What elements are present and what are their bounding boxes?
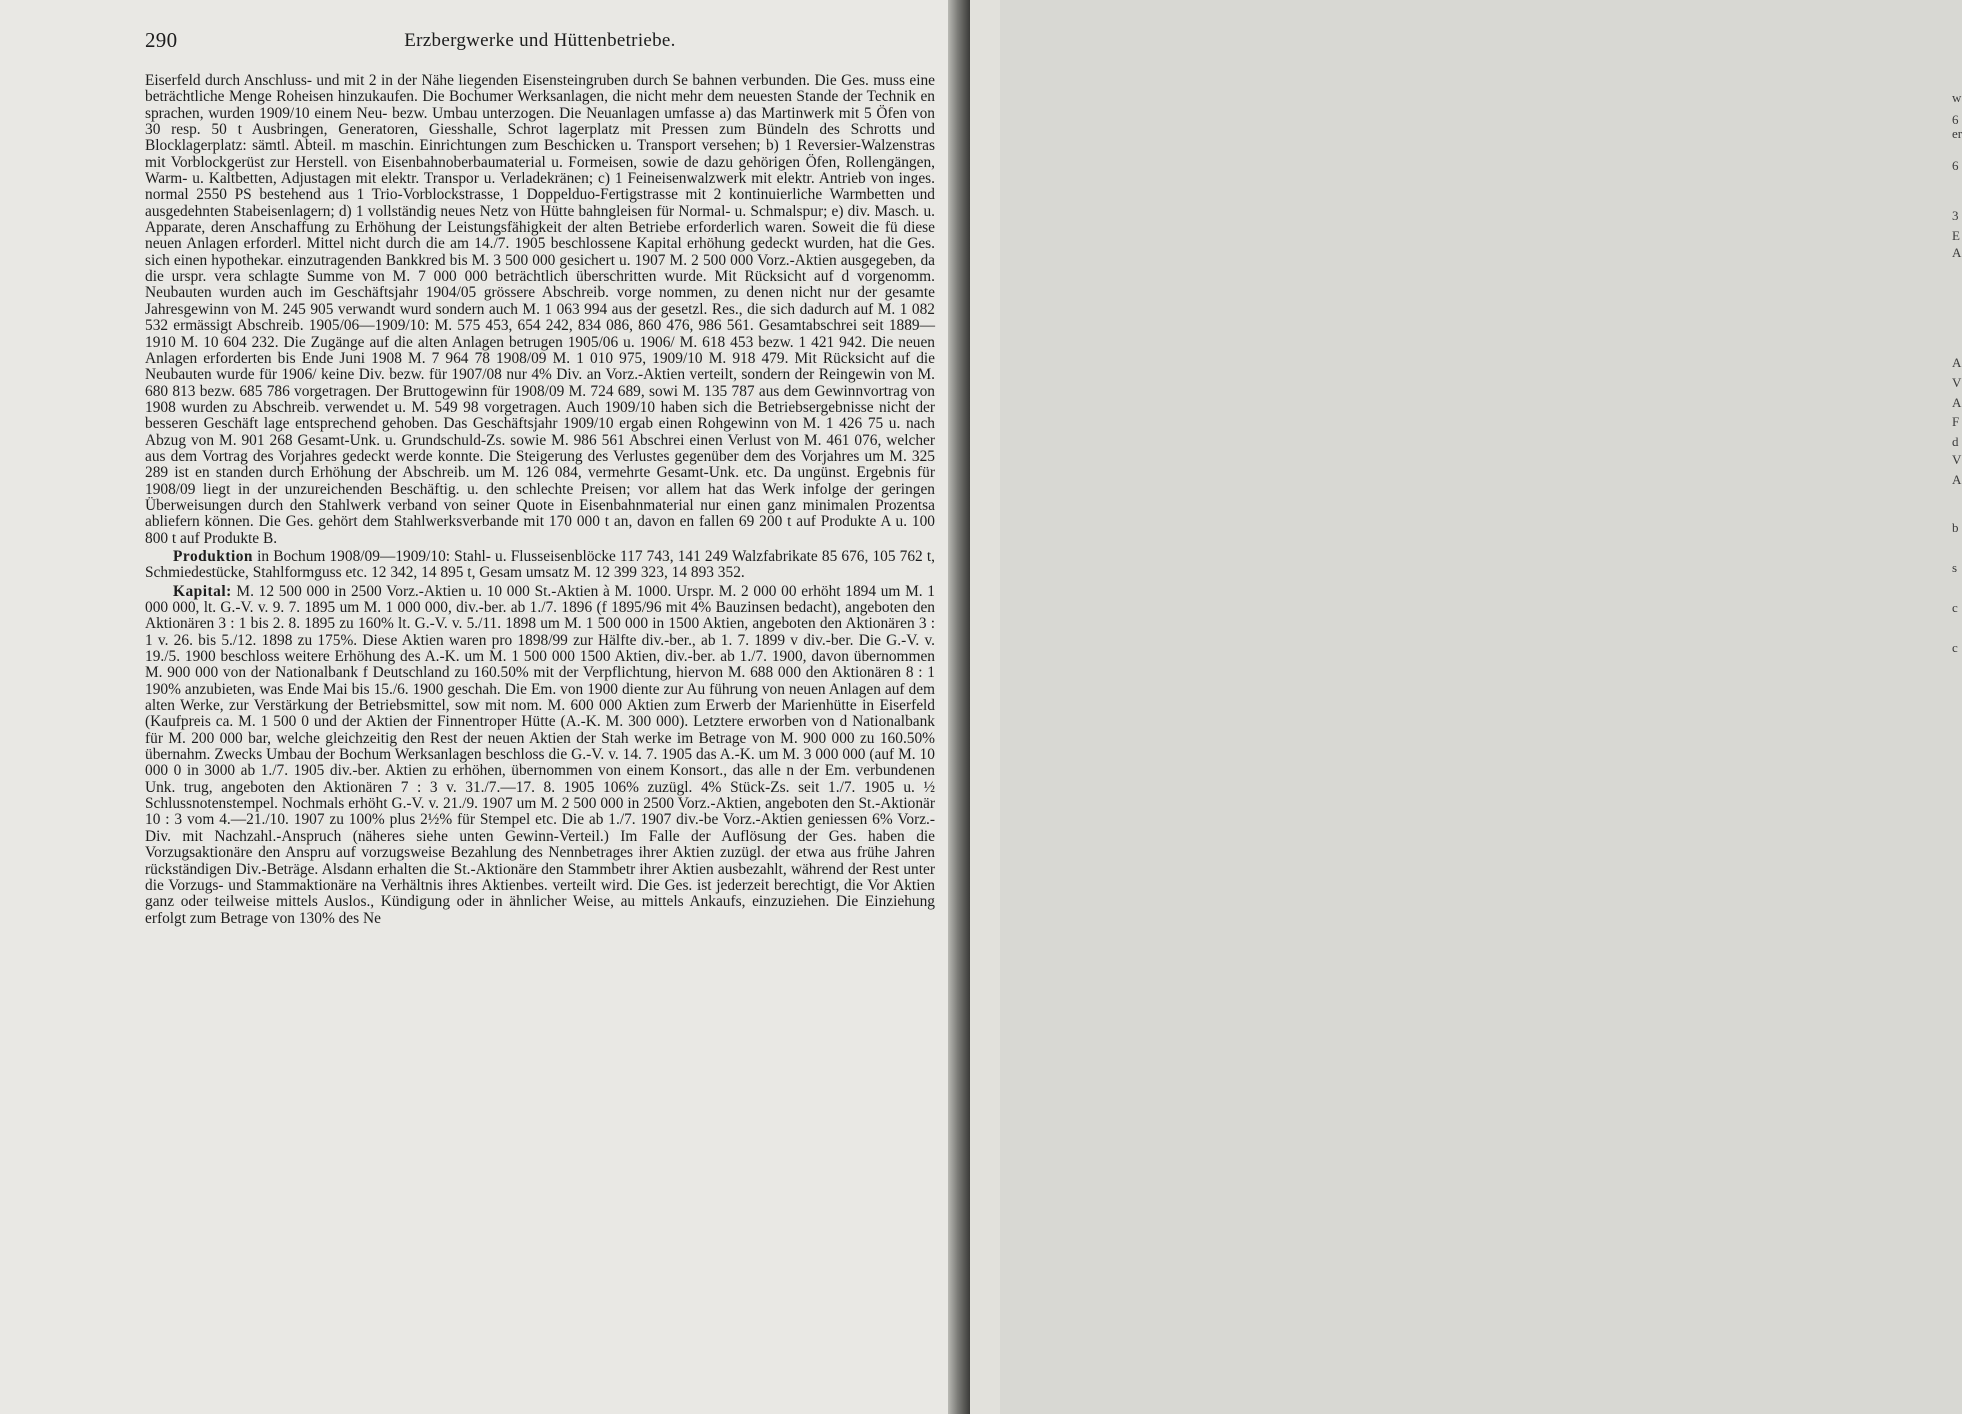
margin-fragment: c (1952, 600, 1958, 615)
margin-fragment: V (1952, 452, 1962, 467)
margin-fragment: E (1952, 228, 1960, 243)
margin-fragment: w (1952, 90, 1962, 105)
book-page (0, 0, 950, 1414)
margin-fragment: 6 (1952, 158, 1959, 173)
margin-fragment: s (1952, 560, 1958, 575)
page-body (145, 73, 935, 927)
paragraph-intro: Eiserfeld durch Anschluss- und mit 2 in der Nähe liegenden Eisensteingruben durch Se bahnen verbunden. Die Ges. muss eine beträchtliche Menge Roheisen hinzukaufen. Die Bochumer Werksanlagen, die nicht mehr dem neuesten Stande der Technik en sprachen, wurden 1909/10 einem Neu- bezw. Umbau unterzogen. Die Neuanlagen umfasse a) das Martinwerk mit 5 Öfen von 30 resp. 50 t Ausbringen, Generatoren, Giesshalle, Schrot lagerplatz mit Pressen zum Bündeln des Schrotts und Blocklagerplatz: sämtl. Abteil. m maschin. Einrichtungen zum Beschicken u. Transport versehen; b) 1 Reversier-Walzenstras mit Vorblockgerüst zur Herstell. von Eisenbahnoberbaumaterial u. Formeisen, sowie de dazu gehörigen Öfen, Rollengängen, Warm- u. Kaltbetten, Adjustagen mit elektr. Transpor u. Verladekränen; c) 1 Feineisenwalzwerk mit elektr. Antrieb von inges. normal 2550 PS bestehend aus 1 Trio-Vorblockstrasse, 1 Doppelduo-Fertigstrasse mit 2 kontinuierliche Warmbetten und ausgedehnten Stabeisenlagern; d) 1 vollständig neues Netz von Hütte bahngleisen für Normal- u. Schmalspur; e) div. Masch. u. Apparate, deren Anschaffung zu Erhöhung der Leistungsfähigkeit der alten Betriebe erforderlich waren. Soweit die fü diese neuen Anlagen erforderl. Mittel nicht durch die am 14./7. 1905 beschlossene Kapital erhöhung gedeckt wurden, hat die Ges. sich einen hypothekar. einzutragenden Bankkred bis M. 3 500 000 gesichert u. 1907 M. 2 500 000 Vorz.-Aktien ausgegeben, da die urspr. vera schlagte Summe von M. 7 000 000 beträchtlich überschritten wurde. Mit Rücksicht auf d vorgenomm. Neubauten wurden auch im Geschäftsjahr 1904/05 grössere Abschreib. vorge nommen, zu denen nicht nur der gesamte Jahresgewinn von M. 245 905 verwandt wurd sondern auch M. 1 063 994 aus der gesetzl. Res., die sich dadurch auf M. 1 082 532 ermässigt Abschreib. 1905/06—1909/10: M. 575 453, 654 242, 834 086, 860 476, 986 561. Gesamtabschrei seit 1889—1910 M. 10 604 232. Die Zugänge auf die alten Anlagen betrugen 1905/06 u. 1906/ M. 618 453 bezw. 1 421 942. Die neuen Anlagen erforderten bis Ende Juni 1908 M. 7 964 78 1908/09 M. 1 010 975, 1909/10 M. 918 479. Mit Rücksicht auf die Neubauten wurde für 1906/ keine Div. bezw. für 1907/08 nur 4% Div. an Vorz.-Aktien verteilt, sondern der Reingewin von M. 680 813 bezw. 685 786 vorgetragen. Der Bruttogewinn für 1908/09 M. 724 689, sowi M. 135 787 aus dem Gewinnvortrag von 1908 wurden zu Abschreib. verwendet u. M. 549 98 vorgetragen. Auch 1909/10 haben sich die Betriebsergebnisse nicht der besseren Geschäft lage entsprechend gehoben. Das Geschäftsjahr 1909/10 ergab einen Rohgewinn von M. 1 426 75 u. nach Abzug von M. 901 268 Gesamt-Unk. u. Grundschuld-Zs. sowie M. 986 561 Abschrei einen Verlust von M. 461 076, welcher aus dem Vortrag des Vorjahres gedeckt werde konnte. Die Steigerung des Verlustes gegenüber dem des Vorjahres um M. 325 289 ist en standen durch Erhöhung der Abschreib. um M. 126 084, vermehrte Gesamt-Unk. etc. Da ungünst. Ergebnis für 1908/09 liegt in der unzureichenden Beschäftig. u. den schlechte Preisen; vor allem hat das Werk infolge der geringen Überweisungen durch den Stahlwerk verband von seiner Quote in Eisenbahnmaterial nur einen ganz minimalen Prozentsa abliefern können. Die Ges. gehört dem Stahlwerksverbande mit 170 000 t an, davon en fallen 69 200 t auf Produkte A u. 100 800 t auf Produkte B. (145, 72, 935, 547)
running-title: Erzbergwerke und Hüttenbetriebe. (404, 30, 676, 51)
margin-fragment: 3 (1952, 208, 1959, 223)
margin-fragment: F (1952, 414, 1960, 429)
production-text: in Bochum 1908/09—1909/10: Stahl- u. Flusseisenblöcke 117 743, 141 249 Walzfabrikate 85 676, 105 762 t, Schmiedestücke, Stahlformguss etc. 12 342, 14 895 t, Gesam umsatz M. 12 399 323, 14 893 352. (145, 547, 935, 582)
margin-fragment: 6 (1952, 112, 1959, 127)
margin-fragment: b (1952, 520, 1959, 535)
production-label: Produktion (173, 547, 253, 565)
paragraph-capital (145, 584, 935, 927)
margin-fragment: A (1952, 355, 1962, 370)
capital-label: Kapital: (173, 582, 232, 600)
book-gutter (948, 0, 970, 1414)
margin-fragment: A (1952, 245, 1962, 260)
margin-fragment: c (1952, 640, 1958, 655)
margin-fragment: A (1952, 395, 1962, 410)
capital-text: M. 12 500 000 in 2500 Vorz.-Aktien u. 10 000 St.-Aktien à M. 1000. Urspr. M. 2 000 00 erhöht 1894 um M. 1 000 000, lt. G.-V. v. 9. 7. 1895 um M. 1 000 000, div.-ber. ab 1./7. 1896 (f 1895/96 mit 4% Bauzinsen bedacht), angeboten den Aktionären 3 : 1 bis 2. 8. 1895 zu 160% lt. G.-V. v. 5./11. 1898 um M. 1 500 000 in 1500 Aktien, angeboten den Aktionären 3 : 1 v. 26. bis 5./12. 1898 zu 175%. Diese Aktien waren pro 1898/99 zur Hälfte div.-ber., ab 1. 7. 1899 v div.-ber. Die G.-V. v. 19./5. 1900 beschloss weitere Erhöhung des A.-K. um M. 1 500 000 1500 Aktien, div.-ber. ab 1./7. 1900, davon übernommen M. 900 000 von der Nationalbank f Deutschland zu 160.50% mit der Verpflichtung, hiervon M. 688 000 den Aktionären 8 : 1 190% anzubieten, was Ende Mai bis 15./6. 1900 geschah. Die Em. von 1900 diente zur Au führung von neuen Anlagen auf dem alten Werke, zur Verstärkung der Betriebsmittel, sow mit nom. M. 600 000 Aktien zum Erwerb der Marienhütte in Eiserfeld (Kaufpreis ca. M. 1 500 0 und der Aktien der Finnentroper Hütte (A.-K. M. 300 000). Letztere erworben von d Nationalbank für M. 200 000 bar, welche gleichzeitig den Rest der neuen Aktien der Stah werke im Betrage von M. 900 000 zu 160.50% übernahm. Zwecks Umbau der Bochum Werksanlagen beschloss die G.-V. v. 14. 7. 1905 das A.-K. um M. 3 000 000 (auf M. 10 000 0 in 3000 ab 1./7. 1905 div.-ber. Aktien zu erhöhen, übernommen von einem Konsort., das alle n der Em. verbundenen Unk. trug, angeboten den Aktionären 7 : 3 v. 31./7.—17. 8. 1905 106% zuzügl. 4% Stück-Zs. seit 1./7. 1905 u. ½ Schlussnotenstempel. Nochmals erhöht G.-V. v. 21./9. 1907 um M. 2 500 000 in 2500 Vorz.-Aktien, angeboten den St.-Aktionär 10 : 3 vom 4.—21./10. 1907 zu 100% plus 2½% für Stempel etc. Die ab 1./7. 1907 div.-be Vorz.-Aktien geniessen 6% Vorz.-Div. mit Nachzahl.-Anspruch (näheres siehe unten Gewinn-Verteil.) Im Falle der Auflösung der Ges. haben die Vorzugsaktionäre den Anspru auf vorzugsweise Bezahlung des Nennbetrages ihrer Aktien zuzügl. der etwa aus frühe Jahren rückständigen Div.-Beträge. Alsdann erhalten die St.-Aktionäre den Stammbetr ihrer Aktien ausbezahlt, während der Rest unter die Vorzugs- und Stammaktionäre na Verhältnis ihres Aktienbes. verteilt wird. Die Ges. ist jederzeit berechtigt, die Vor Aktien ganz oder teilweise mittels Auslos., Kündigung oder in ähnlicher Weise, au mittels Ankaufs, einzuziehen. Die Einziehung erfolgt zum Betrage von 130% des Ne (145, 582, 935, 927)
margin-fragment: V (1952, 375, 1962, 390)
page-number: 290 (145, 28, 178, 52)
margin-fragment: er (1952, 126, 1962, 141)
margin-fragment: A (1952, 472, 1962, 487)
adjacent-page-edge (970, 0, 1962, 1414)
page-header (145, 28, 935, 54)
margin-fragment: d (1952, 434, 1959, 449)
paragraph-production (145, 549, 935, 582)
